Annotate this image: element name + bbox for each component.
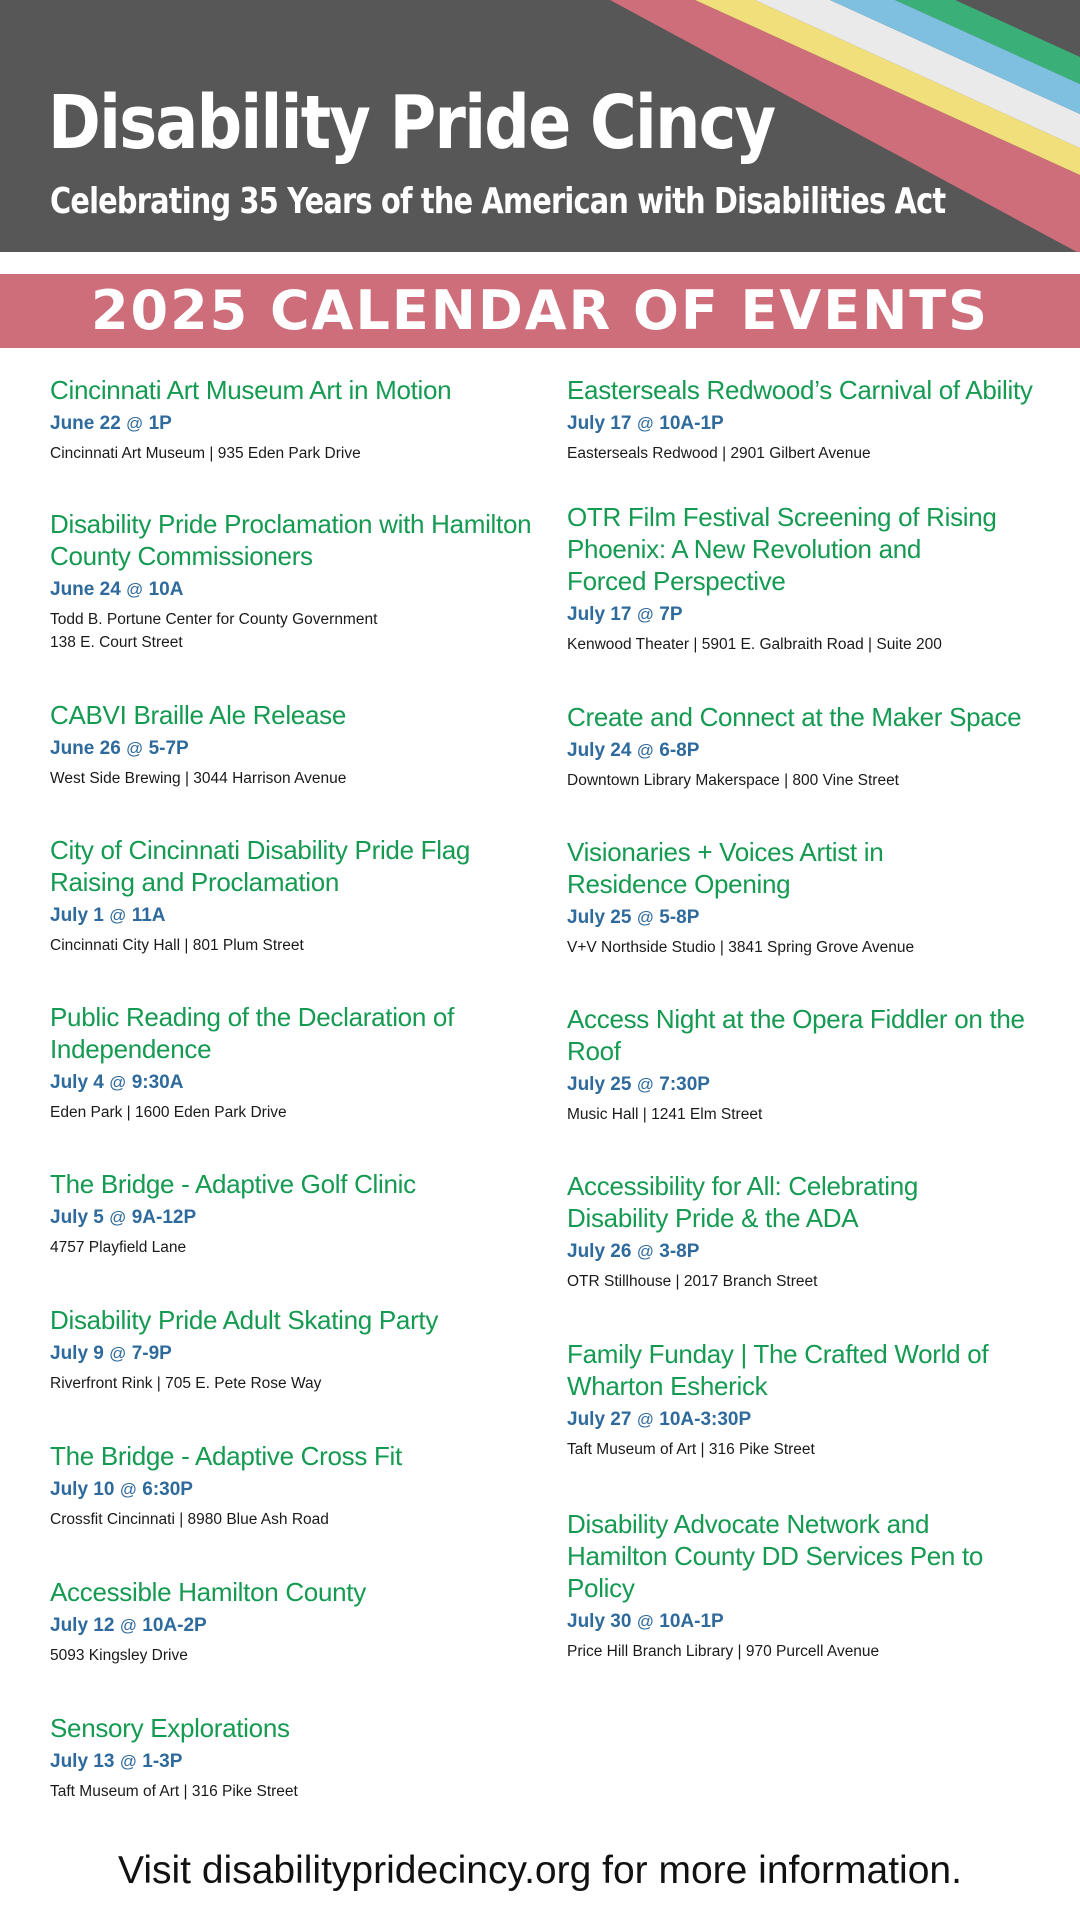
event-item [50,699,540,790]
page-title: Disability Pride Cincy [48,80,775,166]
event-datetime [567,411,1067,437]
event-time: 1P [148,413,172,434]
event-date: July 10 [50,1479,115,1500]
event-title: The Bridge - Adaptive Cross Fit [50,1441,402,1471]
at-sign: @ [636,414,654,433]
event-date: July 26 [567,1241,632,1262]
event-location: Eden Park | 1600 Eden Park Drive [50,1104,287,1121]
at-sign: @ [636,1410,654,1429]
event-time: 9:30A [131,1072,184,1093]
event-time: 7-9P [131,1343,172,1364]
event-date: July 5 [50,1207,104,1228]
event-datetime [50,736,540,762]
event-title: Accessible Hamilton County [50,1577,366,1607]
event-datetime [50,577,540,603]
event-date: July 27 [567,1409,632,1430]
event-location: Kenwood Theater | 5901 E. Galbraith Road | Suite 200 [567,636,942,653]
event-date: July 30 [567,1611,632,1632]
at-sign: @ [126,739,144,758]
event-datetime [50,1749,540,1775]
event-datetime [567,1072,1027,1098]
event-item [567,1338,997,1461]
at-sign: @ [636,1612,654,1631]
event-item [50,1440,540,1531]
event-date: July 24 [567,740,632,761]
at-sign: @ [119,1616,137,1635]
event-title: Create and Connect at the Maker Space [567,702,1022,732]
event-location: Cincinnati City Hall | 801 Plum Street [50,937,304,954]
event-time: 7:30P [659,1074,710,1095]
event-title: Public Reading of the Declaration of Independence [50,1002,455,1064]
event-time: 10A-3:30P [659,1409,752,1430]
at-sign: @ [636,605,654,624]
event-location: Cincinnati Art Museum | 935 Eden Park Drive [50,445,361,462]
event-location: Todd B. Portune Center for County Government 138 E. Court Street [50,611,378,651]
event-time: 7P [659,604,683,625]
at-sign: @ [636,1242,654,1261]
event-datetime [567,905,967,931]
event-item [567,374,1067,465]
event-title: Visionaries + Voices Artist in Residence Opening [567,837,884,899]
event-datetime [567,1239,987,1265]
event-datetime [567,602,1007,628]
event-item [50,1304,540,1395]
event-item [567,701,1067,792]
at-sign: @ [636,908,654,927]
event-date: June 22 [50,413,121,434]
event-item [567,836,967,959]
event-date: July 25 [567,907,632,928]
at-sign: @ [109,1208,127,1227]
event-time: 1-3P [142,1751,183,1772]
page-subtitle: Celebrating 35 Years of the American with Disabilities Act [50,181,946,222]
at-sign: @ [636,741,654,760]
event-datetime [50,1205,540,1231]
event-item [50,1576,540,1667]
event-title: Disability Pride Adult Skating Party [50,1305,439,1335]
event-location: Taft Museum of Art | 316 Pike Street [50,1783,298,1800]
at-sign: @ [119,1480,137,1499]
event-date: July 17 [567,413,632,434]
at-sign: @ [119,1752,137,1771]
footer-info: Visit disabilitypridecincy.org for more information. [118,1849,962,1892]
event-title: Accessibility for All: Celebrating Disability Pride & the ADA [567,1171,919,1233]
event-date: July 12 [50,1615,115,1636]
event-location: 5093 Kingsley Drive [50,1647,188,1664]
event-location: West Side Brewing | 3044 Harrison Avenue [50,770,347,787]
event-time: 6-8P [659,740,700,761]
event-date: June 26 [50,738,121,759]
event-time: 10A [148,579,184,600]
event-location: Easterseals Redwood | 2901 Gilbert Avenue [567,445,871,462]
event-date: July 4 [50,1072,104,1093]
event-location: V+V Northside Studio | 3841 Spring Grove Avenue [567,939,915,956]
event-item [50,1168,540,1259]
event-time: 6:30P [142,1479,193,1500]
event-time: 10A-1P [659,413,724,434]
event-location: Downtown Library Makerspace | 800 Vine Street [567,772,899,789]
event-date: July 9 [50,1343,104,1364]
event-location: Taft Museum of Art | 316 Pike Street [567,1441,815,1458]
event-title: Cincinnati Art Museum Art in Motion [50,375,452,405]
event-datetime [567,738,1067,764]
event-title: CABVI Braille Ale Release [50,700,346,730]
event-title: Family Funday | The Crafted World of Wharton Esherick [567,1339,989,1401]
event-date: June 24 [50,579,121,600]
event-title: Easterseals Redwood’s Carnival of Ability [567,375,1033,405]
event-title: Access Night at the Opera Fiddler on the Roof [567,1004,1025,1066]
event-title: Sensory Explorations [50,1713,290,1743]
event-title: OTR Film Festival Screening of Rising Phoenix: A New Revolution and Forced Perspective [567,502,997,596]
event-date: July 13 [50,1751,115,1772]
event-item [50,508,540,654]
event-time: 9A-12P [131,1207,197,1228]
event-item [567,1508,987,1663]
event-datetime [567,1609,987,1635]
calendar-banner [0,274,1080,348]
event-time: 5-7P [148,738,189,759]
event-time: 3-8P [659,1241,700,1262]
event-time: 10A-2P [142,1615,207,1636]
event-location: Riverfront Rink | 705 E. Pete Rose Way [50,1375,322,1392]
event-datetime [50,1477,540,1503]
event-location: 4757 Playfield Lane [50,1239,187,1256]
header [0,0,1080,252]
event-item [567,1170,987,1293]
event-datetime [50,411,540,437]
event-datetime [50,1070,540,1096]
at-sign: @ [109,1344,127,1363]
event-item [567,1003,1027,1126]
at-sign: @ [126,414,144,433]
event-datetime [567,1407,997,1433]
event-date: July 17 [567,604,632,625]
at-sign: @ [126,580,144,599]
event-date: July 25 [567,1074,632,1095]
event-datetime [50,1613,540,1639]
event-datetime [50,1341,540,1367]
at-sign: @ [636,1075,654,1094]
event-title: City of Cincinnati Disability Pride Flag Raising and Proclamation [50,835,471,897]
event-location: Crossfit Cincinnati | 8980 Blue Ash Road [50,1511,329,1528]
event-time: 5-8P [659,907,700,928]
calendar-heading: 2025 CALENDAR OF EVENTS [90,279,990,342]
at-sign: @ [109,906,127,925]
event-time: 11A [131,905,166,926]
event-item [50,1001,540,1124]
event-location: Music Hall | 1241 Elm Street [567,1106,763,1123]
event-item [50,374,540,465]
at-sign: @ [109,1073,127,1092]
event-item [50,834,540,957]
event-title: Disability Pride Proclamation with Hamilton County Commissioners [50,509,532,571]
event-datetime [50,903,540,929]
event-date: July 1 [50,905,104,926]
event-location: OTR Stillhouse | 2017 Branch Street [567,1273,818,1290]
event-title: The Bridge - Adaptive Golf Clinic [50,1169,416,1199]
event-time: 10A-1P [659,1611,724,1632]
event-title: Disability Advocate Network and Hamilton County DD Services Pen to Policy [567,1509,984,1603]
event-item [567,501,1007,656]
event-location: Price Hill Branch Library | 970 Purcell Avenue [567,1643,880,1660]
event-item [50,1712,540,1803]
